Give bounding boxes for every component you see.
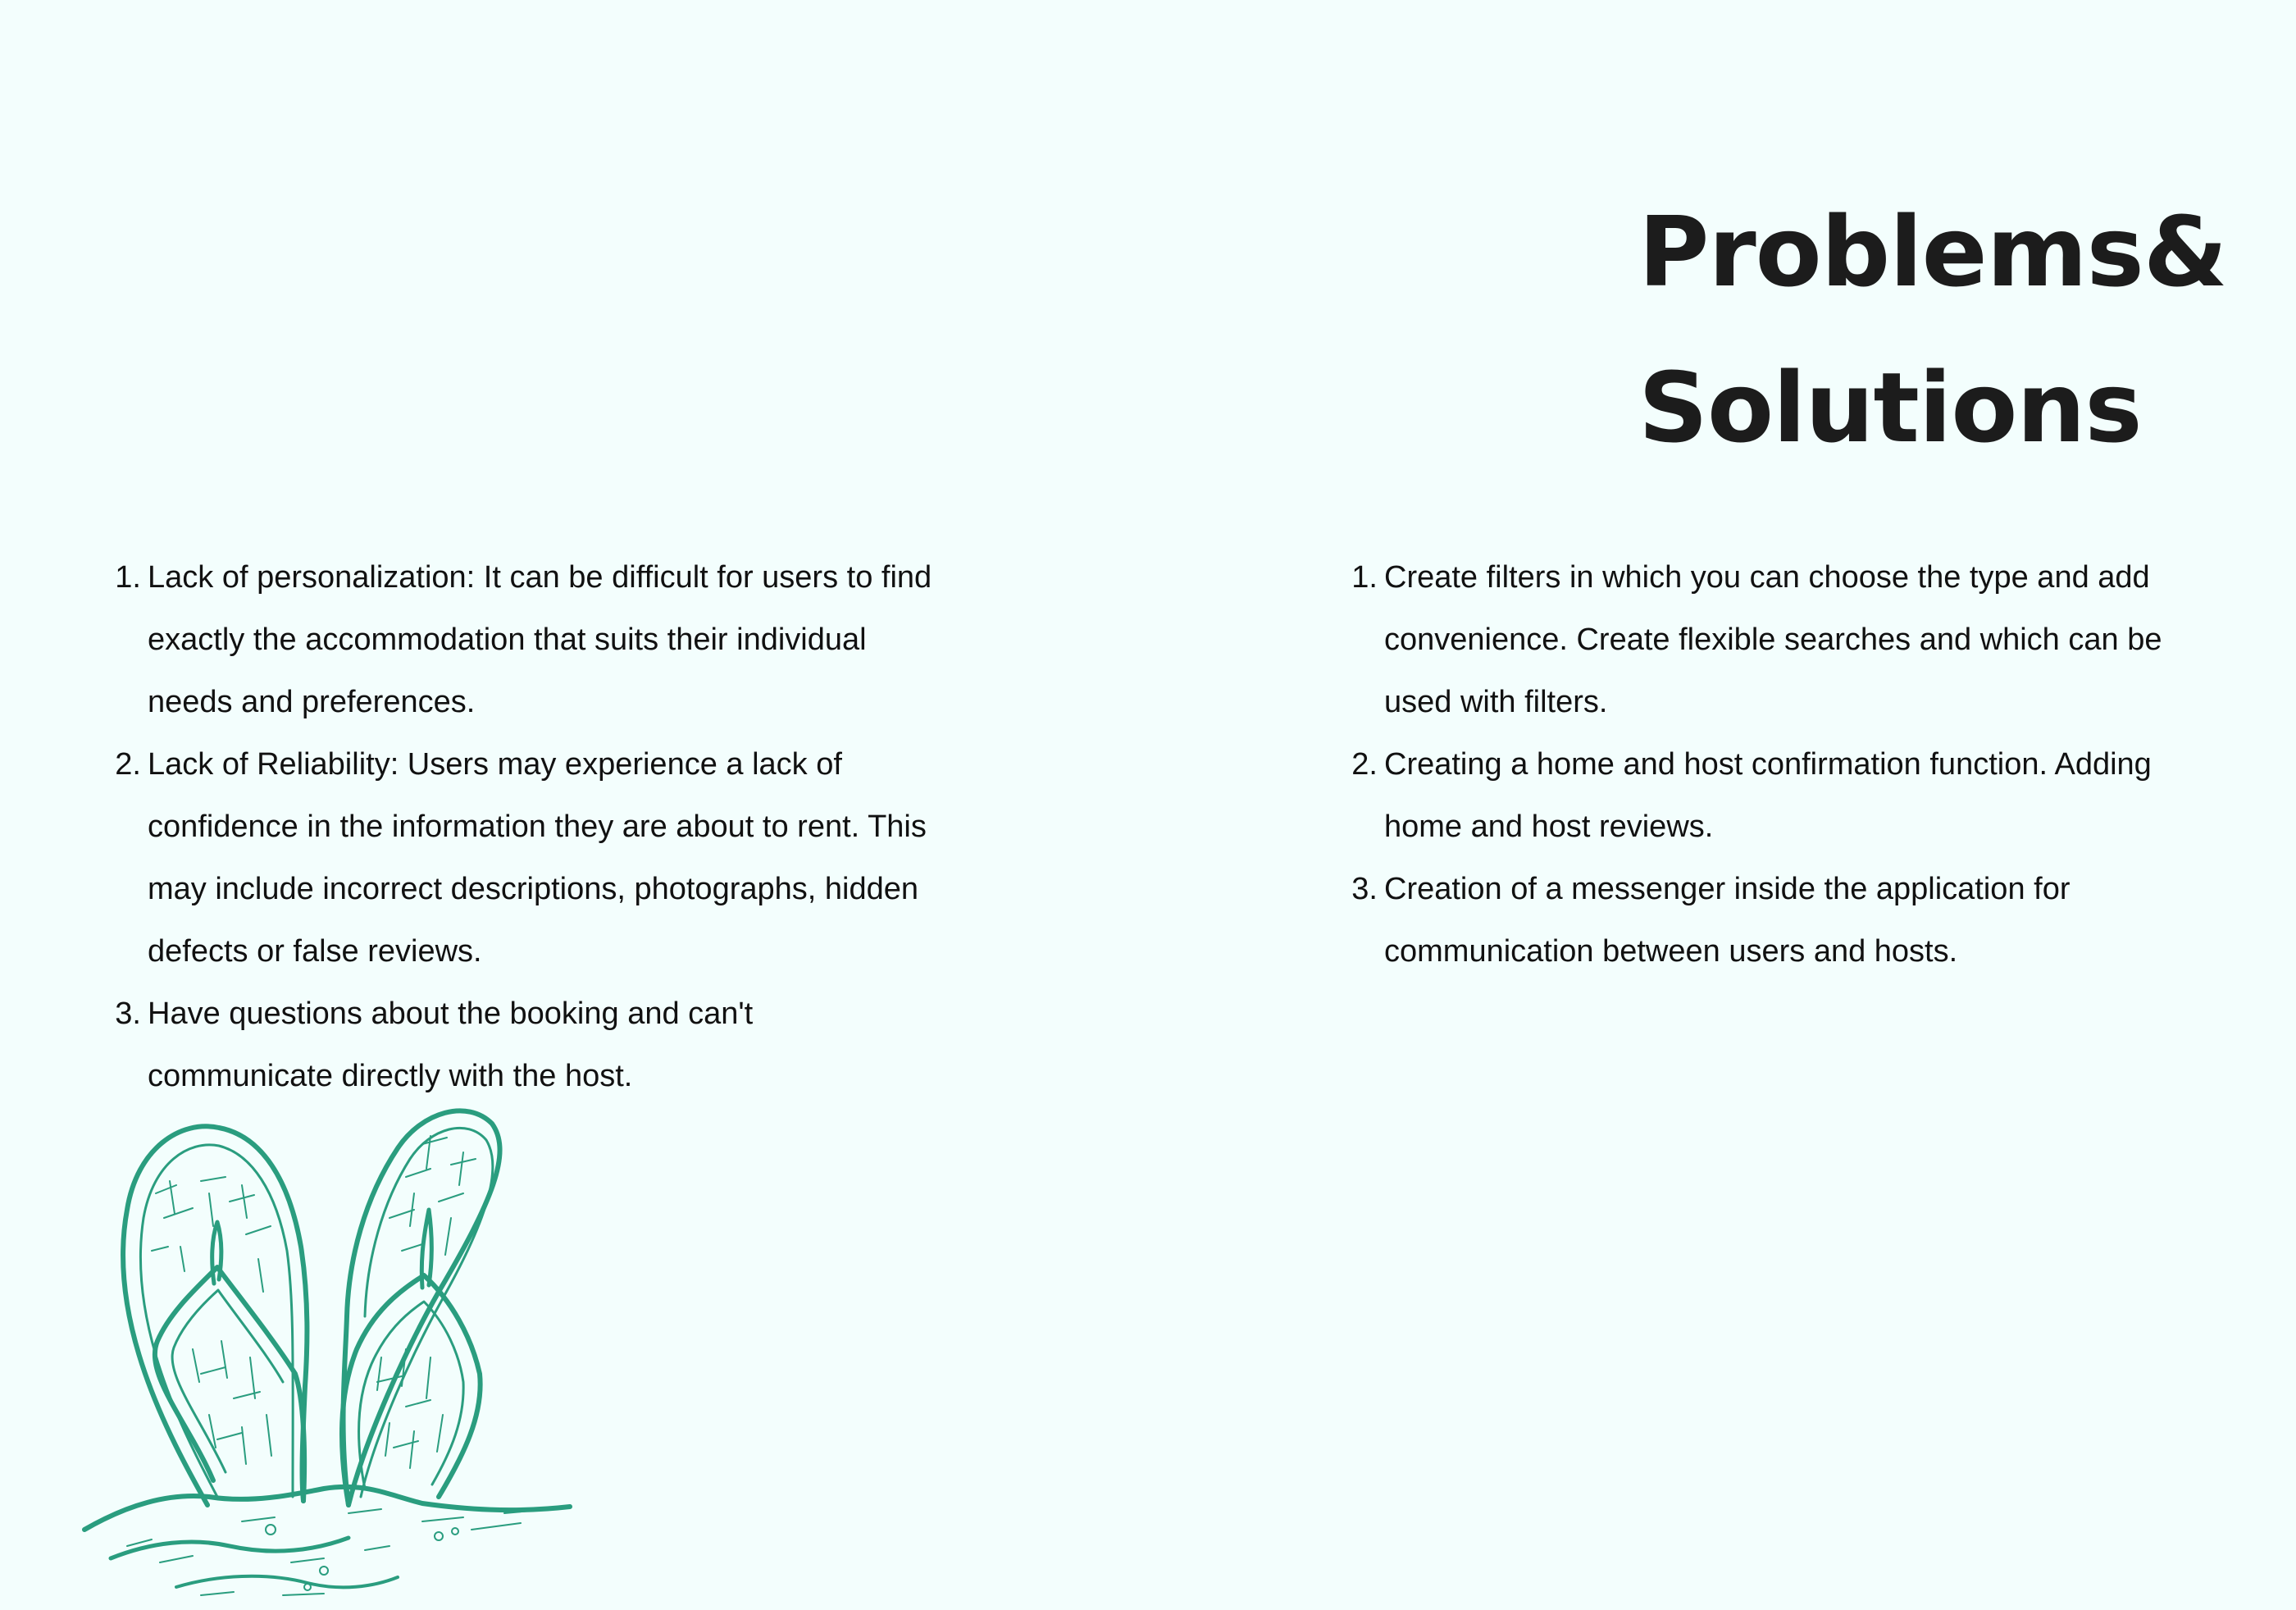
left-strap [155,1267,304,1501]
solution-line: Create filters in which you can choose the type and add [1384,560,2150,595]
flip-flops-in-sand-icon [78,1103,578,1610]
problem-line: needs and preferences. [148,685,476,719]
problem-line: confidence in the information they are about to rent. This [148,810,927,844]
problem-line: communicate directly with the host. [148,1059,633,1093]
problem-line: Lack of Reliability: Users may experience a lack of [148,747,842,782]
solution-line: used with filters. [1384,685,1608,719]
left-sole-outline [123,1126,307,1505]
solution-line: convenience. Create flexible searches and which can be [1384,623,2162,657]
problem-item-2 [115,733,976,983]
solution-line: Creation of a messenger inside the application for [1384,872,2070,906]
page-title [1638,174,2262,486]
page-title-line-1: Problems& [1638,195,2227,308]
solution-line: home and host reviews. [1384,810,1714,844]
solution-number: 1. [1351,560,1378,595]
problems-list [115,546,976,1107]
problem-line: exactly the accommodation that suits their individual [148,623,867,657]
solution-item-3 [1351,858,2204,983]
problem-line: defects or false reviews. [148,934,482,969]
sand-ridge-base [176,1576,398,1588]
problem-line: Have questions about the booking and can't [148,997,754,1031]
problem-line: Lack of personalization: It can be difficult for users to find [148,560,932,595]
problem-number: 1. [115,560,141,595]
solutions-list [1351,546,2204,983]
page-title-line-2: Solutions [1638,351,2142,464]
solution-line: Creating a home and host confirmation function. Adding [1384,747,2152,782]
problem-number: 3. [115,997,141,1031]
right-sole-outline [344,1111,500,1505]
left-strap-inner [172,1290,283,1472]
sand-ridge [84,1487,570,1530]
left-toe-post [212,1222,221,1284]
solution-number: 3. [1351,872,1378,906]
problem-item-3 [115,983,976,1107]
solution-item-2 [1351,733,2204,858]
solution-number: 2. [1351,747,1378,782]
solution-item-1 [1351,546,2204,733]
problem-line: may include incorrect descriptions, photographs, hidden [148,872,918,906]
problem-number: 2. [115,747,141,782]
problem-item-1 [115,546,976,733]
solution-line: communication between users and hosts. [1384,934,1958,969]
